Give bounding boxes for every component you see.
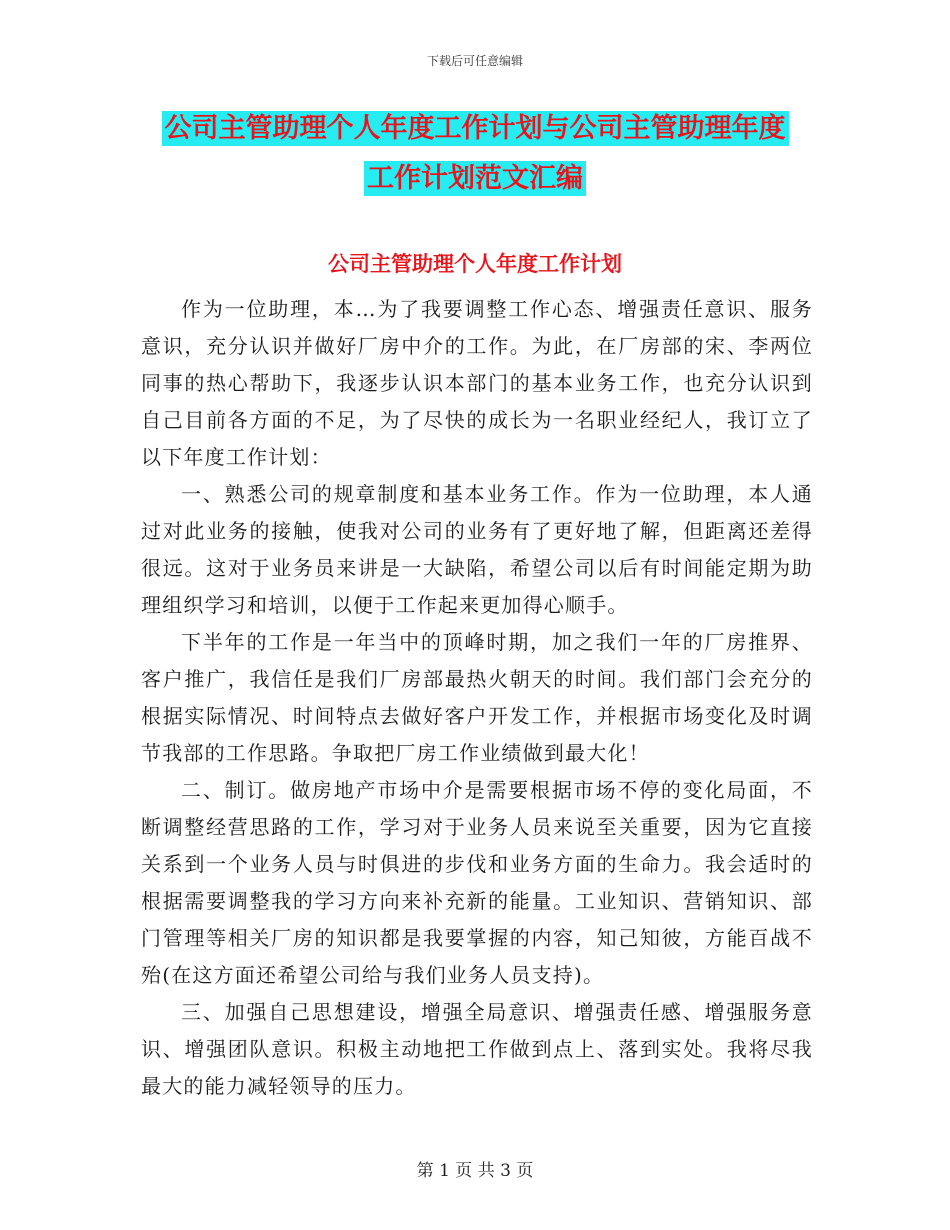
paragraph-intro: 作为一位助理，本…为了我要调整工作心态、增强责任意识、服务意识，充分认识并做好厂房中介的工作。为此，在厂房部的宋、李两位同事的热心帮助下，我逐步认识本部门的基本业务工作，也充分认识到自己目前各方面的不足，为了尽快的成长为一名职业经纪人，我订立了以下年度工作计划： xyxy=(141,297,813,469)
paragraph-item-1: 一、熟悉公司的规章制度和基本业务工作。作为一位助理，本人通过对此业务的接触，使我对公司的业务有了更好地了解，但距离还差得很远。这对于业务员来讲是一大缺陷，希望公司以后有时间能定期为助理组织学习和培训，以便于工作起来更加得心顺手。 xyxy=(141,482,813,617)
section-heading: 公司主管助理个人年度工作计划 xyxy=(328,252,622,276)
paragraph-item-2: 二、制订。做房地产市场中介是需要根据市场不停的变化局面，不断调整经营思路的工作，学习对于业务人员来说至关重要，因为它直接关系到一个业务人员与时俱进的步伐和业务方面的生命力。我会适时的根据需要调整我的学习方向来补充新的能量。工业知识、营销知识、部门管理等相关厂房的知识都是我要掌握的内容，知己知彼，方能百战不殆(在这方面还希望公司给与我们业务人员支持)。 xyxy=(141,778,813,987)
document-title xyxy=(0,104,950,204)
header-note: 下载后可任意编辑 xyxy=(426,54,523,68)
document-title-line-2: 工作计划范文汇编 xyxy=(364,161,586,196)
page-number: 第 1 页 共 3 页 xyxy=(416,1161,534,1181)
paragraph-second-half: 下半年的工作是一年当中的顶峰时期，加之我们一年的厂房推界、客户推广，我信任是我们厂房部最热火朝天的时间。我们部门会充分的根据实际情况、时间特点去做好客户开发工作，并根据市场变化及时调节我部的工作思路。争取把厂房工作业绩做到最大化！ xyxy=(141,630,813,765)
document-body xyxy=(141,291,813,1105)
document-title-line-1: 公司主管助理个人年度工作计划与公司主管助理年度 xyxy=(162,111,789,146)
paragraph-item-3: 三、加强自己思想建设，增强全局意识、增强责任感、增强服务意识、增强团队意识。积极主动地把工作做到点上、落到实处。我将尽我最大的能力减轻领导的压力。 xyxy=(141,1000,813,1098)
